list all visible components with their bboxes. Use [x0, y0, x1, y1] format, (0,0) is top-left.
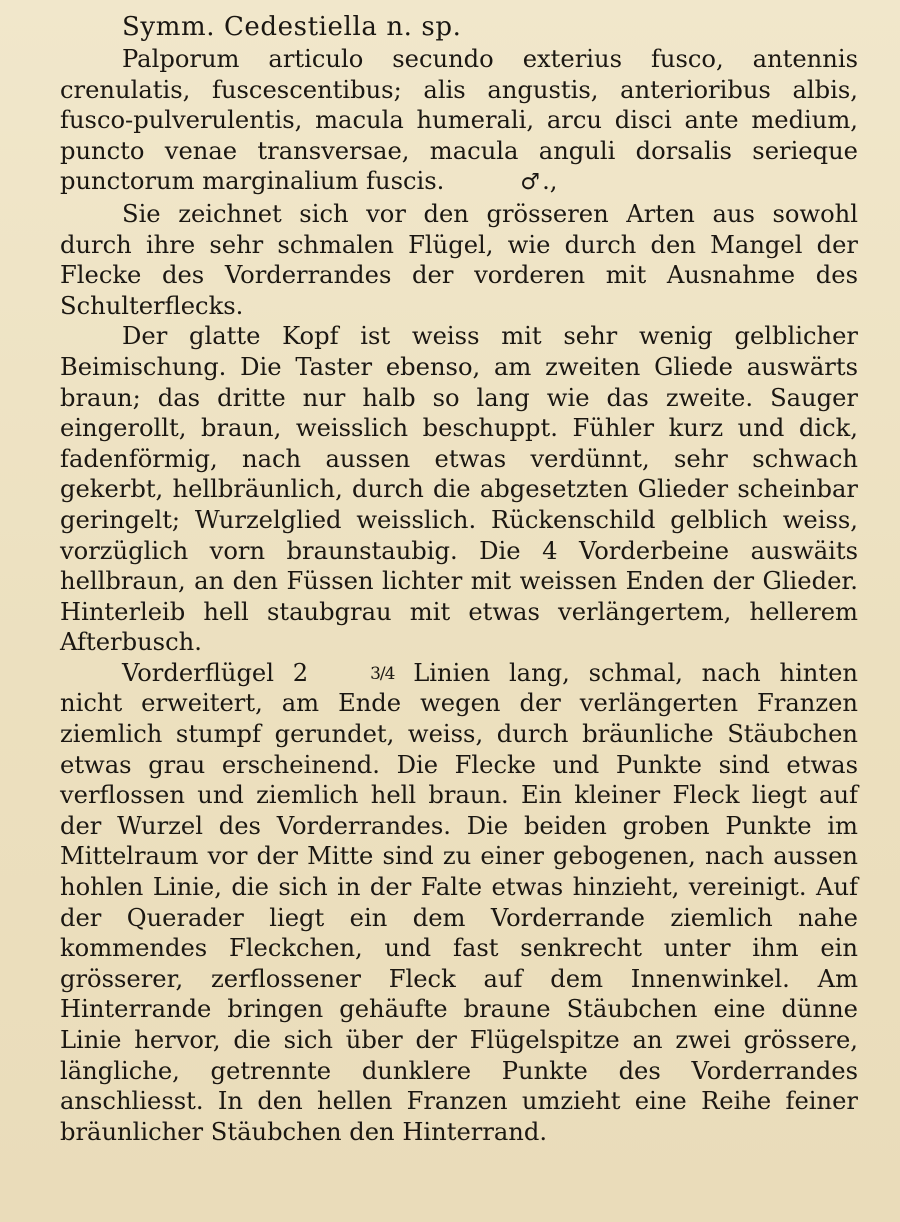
forewing-length-fraction: 3/4	[370, 663, 395, 684]
head-body-description-paragraph: Der glatte Kopf ist weiss mit sehr wenig gelblicher Beimischung. Die Taster ebenso, am zweiten Gliede auswärts braun; das dritte nur halb so lang wie das zweite. Sauger eingerollt, braun, weisslich beschuppt. Fühler kurz und dick, fadenförmig, nach aussen etwas verdünnt, sehr schwach gekerbt, hellbräunlich, durch die abgesetzten Glieder scheinbar geringelt; Wurzelglied weisslich. Rückenschild gelblich weiss, vorzüglich vorn braunstaubig. Die 4 Vorderbeine auswäits hellbraun, an den Füssen lichter mit weissen Enden der Glieder. Hinterleib hell staubgrau mit etwas verlängertem, hellerem Afterbusch.	[60, 322, 858, 657]
forewing-description-paragraph	[60, 658, 858, 1148]
male-symbol-icon: ♂	[520, 170, 541, 196]
forewing-description-start: Vorderflügel 2	[122, 658, 309, 687]
body-text	[60, 44, 858, 1147]
latin-diagnosis-paragraph	[60, 44, 858, 199]
latin-diagnosis-text: Palporum articulo secundo exterius fusco, antennis crenulatis, fuscescentibus; alis angustis, anterioribus albis, fusco-pulverulentis, macula humerali, arcu disci ante medium, puncto venae transversae, macula anguli dorsalis serieque punctorum marginalium fuscis.	[60, 45, 858, 196]
latin-diagnosis-trail: .,	[542, 167, 558, 196]
comparison-paragraph: Sie zeichnet sich vor den grösseren Arten aus sowohl durch ihre sehr schmalen Flügel, wie durch den Mangel der Flecke des Vorderrandes der vorderen mit Ausnahme des Schulterflecks.	[60, 199, 858, 320]
species-heading: Symm. Cedestiella n. sp.	[122, 12, 462, 42]
forewing-description-rest: Linien lang, schmal, nach hinten nicht erweitert, am Ende wegen der verlängerten Franzen ziemlich stumpf gerundet, weiss, durch bräunliche Stäubchen etwas grau erscheinend. Die Flecke und Punkte sind etwas verflossen und ziemlich hell braun. Ein kleiner Fleck liegt auf der Wurzel des Vorderrandes. Die beiden groben Punkte im Mittelraum vor der Mitte sind zu einer gebogenen, nach aussen hohlen Linie, die sich in der Falte etwas hinzieht, vereinigt. Auf der Querader liegt ein dem Vorderrande ziemlich nahe kommendes Fleckchen, und fast senkrecht unter ihm ein grösserer, zerflossener Fleck auf dem Innenwinkel. Am Hinterrande bringen gehäufte braune Stäubchen eine dünne Linie hervor, die sich über der Flügelspitze an zwei grössere, längliche, getrennte dunklere Punkte des Vorderrandes anschliesst. In den hellen Franzen umzieht eine Reihe feiner bräunlicher Stäubchen den Hinterrand.	[60, 658, 858, 1146]
